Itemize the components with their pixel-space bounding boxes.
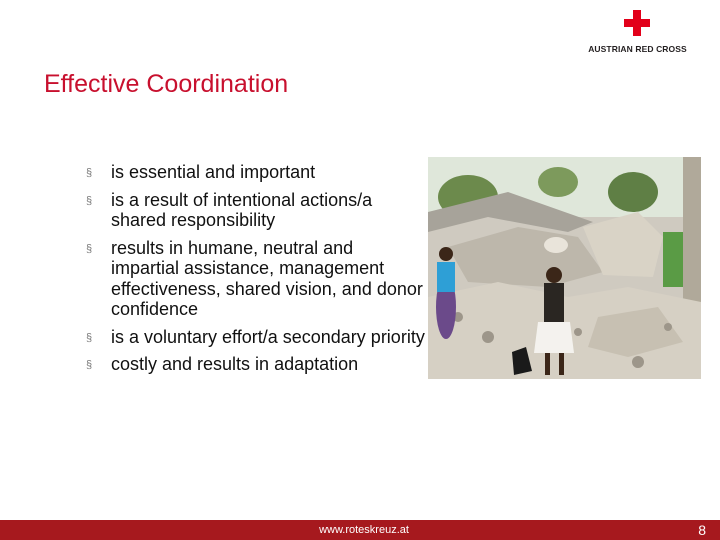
bullet-item xyxy=(86,238,426,320)
bullet-item xyxy=(86,354,426,375)
bullet-text: is essential and important xyxy=(111,162,316,182)
bullet-marker-icon: § xyxy=(86,331,93,344)
rubble-photo xyxy=(428,157,701,379)
bullet-text: results in humane, neutral and impartial assistance, management effectiveness, shared vision, and donor confidence xyxy=(111,237,423,319)
bullet-marker-icon: § xyxy=(86,242,93,255)
page-number: 8 xyxy=(698,522,706,538)
red-cross-icon xyxy=(624,10,650,36)
austrian-red-cross-logo xyxy=(580,8,695,56)
footer-bar xyxy=(0,520,720,540)
footer-website-link[interactable]: www.roteskreuz.at xyxy=(319,524,409,536)
bullet-marker-icon: § xyxy=(86,194,93,207)
bullet-item xyxy=(86,162,426,183)
bullet-marker-icon: § xyxy=(86,167,93,179)
bullet-item xyxy=(86,327,426,348)
bullet-text: costly and results in adaptation xyxy=(111,354,359,374)
bullet-marker-icon: § xyxy=(86,359,93,371)
logo-text: AUSTRIAN RED CROSS xyxy=(588,44,687,54)
bullet-item xyxy=(86,190,426,231)
slide-title: Effective Coordination xyxy=(44,70,289,98)
bullet-text: is a voluntary effort/a secondary priority xyxy=(111,326,425,347)
bullet-text: is a result of intentional actions/a shared responsibility xyxy=(111,189,373,230)
bullet-list xyxy=(86,162,426,382)
